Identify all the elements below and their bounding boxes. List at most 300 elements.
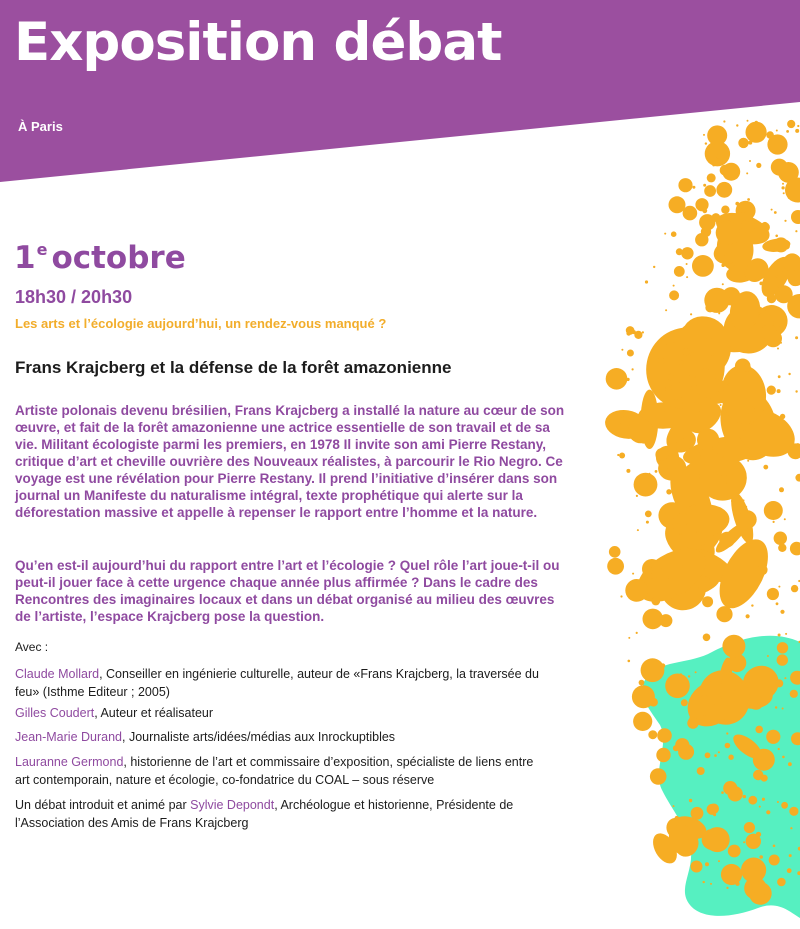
guest-role: , Journaliste arts/idées/médias aux Inrockuptibles — [122, 730, 396, 744]
guest-name: Lauranne Germond — [15, 755, 124, 769]
paint-drop — [793, 270, 795, 272]
paint-drop — [784, 518, 786, 520]
date-month: octobre — [51, 240, 186, 276]
moderator-prefix: Un débat introduit et animé par — [15, 798, 191, 812]
paint-drop — [750, 421, 753, 424]
paint-drop — [764, 501, 783, 520]
paint-drop — [676, 248, 683, 255]
paint-drop — [637, 529, 639, 531]
paint-drop — [773, 237, 788, 252]
date-suffix: e — [36, 239, 48, 259]
moderator-role: , Archéologue et historienne, Présidente de l’Association des Amis de Frans Krajcberg — [15, 798, 514, 830]
paint-drop — [795, 230, 797, 232]
paint-drop — [726, 887, 728, 889]
paint-drop — [743, 499, 745, 501]
paint-drop — [785, 633, 787, 635]
paint-drop — [679, 533, 681, 535]
paint-drop — [626, 326, 635, 335]
paint-drop — [776, 602, 779, 605]
paint-drop — [722, 456, 724, 458]
paint-drop — [795, 336, 798, 339]
paint-drop — [694, 696, 714, 716]
paint-drop — [755, 726, 763, 734]
paint-drop — [719, 532, 735, 548]
paint-drop — [685, 526, 687, 528]
paint-drop — [698, 409, 700, 411]
paint-drop — [749, 542, 751, 544]
paint-drop — [755, 440, 758, 443]
paint-drop — [682, 565, 685, 568]
paint-drop — [758, 312, 760, 314]
paint-drop — [738, 138, 748, 148]
paint-drop — [774, 211, 777, 214]
paint-drop — [645, 280, 648, 283]
paint-drop — [797, 125, 799, 127]
paint-drop — [736, 124, 738, 126]
page-title: Exposition débat — [14, 12, 502, 73]
paint-drop — [728, 755, 733, 760]
paint-drop — [771, 159, 788, 176]
paint-drop — [657, 349, 660, 352]
paint-drop — [728, 786, 743, 801]
paint-drop — [641, 658, 665, 682]
paint-drop — [691, 861, 703, 873]
paint-drop — [710, 883, 712, 885]
paint-drop — [620, 416, 630, 426]
paint-drop — [628, 660, 631, 663]
paint-drop — [665, 674, 690, 699]
paint-drop — [621, 349, 623, 351]
paint-drop — [749, 695, 764, 710]
paint-drop — [752, 543, 754, 545]
paint-drop — [644, 566, 652, 574]
paint-drop — [680, 673, 682, 675]
paint-drop — [682, 348, 689, 355]
paint-drop — [628, 637, 630, 639]
paint-drop — [746, 172, 748, 174]
paint-drop — [738, 510, 756, 528]
paint-drop — [688, 446, 690, 448]
paint-drop — [711, 353, 714, 356]
paint-drop — [645, 511, 652, 518]
paint-drop — [676, 448, 678, 450]
paint-drop — [671, 231, 677, 237]
paint-drop — [743, 747, 745, 749]
paint-drop — [759, 282, 763, 286]
paint-drop — [673, 805, 675, 807]
guest-role: , Conseiller en ingénierie culturelle, auteur de «Frans Krajcberg, la traversée du feu» (Isthme Editeur ; 2005) — [15, 667, 539, 699]
paint-drop — [746, 614, 750, 618]
paint-drop — [773, 287, 780, 294]
paint-drop — [704, 185, 716, 197]
paint-drop — [777, 654, 788, 665]
paint-drop — [748, 796, 757, 805]
event-date — [14, 240, 186, 277]
paint-drop — [678, 178, 692, 192]
paint-drop — [705, 752, 711, 758]
paint-drop — [746, 687, 749, 690]
paint-drop — [697, 429, 719, 451]
paint-drop — [777, 389, 781, 393]
paint-drop — [748, 883, 751, 886]
paint-drop — [712, 164, 715, 167]
paint-drop — [703, 634, 711, 642]
paint-drop — [636, 632, 638, 634]
paint-drop — [747, 120, 749, 122]
paint-drop — [741, 858, 766, 883]
guest-name: Gilles Coudert — [15, 706, 95, 720]
paint-drop — [761, 775, 768, 782]
paint-drop — [676, 513, 689, 526]
paint-drop — [758, 237, 760, 239]
paint-drop — [763, 465, 768, 470]
paint-drop — [720, 305, 722, 307]
paint-drop — [718, 860, 720, 862]
paint-drop — [620, 595, 622, 597]
guest-item — [15, 753, 550, 789]
paint-drop — [721, 206, 729, 214]
paint-drop — [634, 473, 658, 497]
paint-drop — [639, 680, 645, 686]
paint-drop — [617, 454, 619, 456]
paint-drop — [784, 220, 786, 222]
paint-drop — [724, 252, 735, 263]
paint-drop — [779, 487, 784, 492]
paint-drop — [728, 845, 741, 858]
paint-drop — [748, 221, 750, 223]
paint-drop — [690, 387, 693, 390]
paint-drop — [790, 690, 798, 698]
paint-drop — [695, 369, 715, 389]
guest-item — [15, 665, 550, 701]
paint-drop — [632, 368, 634, 370]
paint-drop — [646, 521, 649, 524]
paint-drop — [737, 495, 739, 497]
paint-drop — [721, 864, 742, 885]
paint-drop — [673, 285, 675, 287]
paint-drop — [767, 655, 769, 657]
paint-drop — [752, 889, 755, 892]
paint-drop — [778, 634, 781, 637]
paint-drop — [691, 807, 704, 820]
guest-item — [15, 728, 550, 746]
paint-drop — [632, 573, 634, 575]
paint-drop — [703, 134, 705, 136]
paint-drop — [703, 184, 706, 187]
paint-drop — [780, 610, 784, 614]
paint-drop — [710, 446, 713, 449]
paint-drop — [661, 663, 666, 668]
paint-drop — [669, 196, 686, 213]
paint-drop — [669, 384, 671, 386]
paint-drop — [696, 531, 698, 533]
paint-drop — [777, 801, 779, 803]
moderator-name: Sylvie Depondt — [190, 798, 275, 812]
paint-drop — [790, 827, 792, 829]
paint-drop — [774, 532, 787, 545]
paint-drop — [756, 163, 761, 168]
paint-drop — [782, 708, 784, 710]
paint-drop — [762, 563, 764, 565]
paint-drop — [778, 748, 780, 750]
article-heading: Frans Krajcberg et la défense de la forêt amazonienne — [15, 358, 452, 377]
paint-drop — [756, 832, 761, 837]
paint-drop — [609, 546, 621, 558]
paint-drop — [653, 266, 655, 268]
paint-drop — [731, 500, 733, 502]
paint-drop — [722, 283, 724, 285]
paint-drop — [658, 616, 660, 618]
paint-drop — [770, 413, 773, 416]
paint-drop — [773, 845, 776, 848]
paint-drop — [767, 386, 776, 395]
paint-drop — [619, 453, 625, 459]
paint-drop — [791, 585, 798, 592]
paint-drop — [664, 233, 666, 235]
paint-drop — [762, 222, 769, 229]
paint-drop — [714, 754, 717, 757]
paint-drop — [628, 418, 653, 443]
paint-drop — [707, 125, 727, 145]
paint-drop — [707, 804, 718, 815]
paint-drop — [716, 606, 732, 622]
paint-drop — [787, 868, 792, 873]
paint-drop — [773, 521, 775, 523]
paint-drop — [789, 854, 792, 857]
paint-drop — [779, 240, 782, 243]
paint-drop — [706, 333, 713, 340]
paint-drop — [665, 409, 669, 413]
paint-drop — [780, 414, 785, 419]
paint-drop — [718, 751, 720, 753]
paint-drop — [681, 699, 688, 706]
paint-drop — [783, 192, 785, 194]
paint-drop — [723, 120, 725, 122]
paint-drop — [648, 730, 657, 739]
paint-drop — [751, 604, 753, 606]
paint-drop — [745, 506, 747, 508]
paint-drop — [689, 799, 692, 802]
paint-drop — [682, 402, 684, 404]
paint-drop — [657, 728, 672, 743]
paint-drop — [655, 470, 658, 473]
paint-drop — [705, 862, 709, 866]
paint-drop — [721, 263, 725, 267]
paint-drop — [686, 276, 688, 278]
paint-drop — [625, 579, 648, 602]
paint-drop — [778, 586, 780, 588]
paint-drop — [795, 390, 797, 392]
paint-drop — [707, 173, 716, 182]
paint-drop — [777, 348, 779, 350]
paint-drop — [757, 375, 759, 377]
paint-drop — [776, 276, 778, 278]
paint-drop — [665, 309, 667, 311]
paint-drop — [642, 331, 644, 333]
article-paragraph-1: Artiste polonais devenu brésilien, Frans Krajcberg a installé la nature au cœur de son œuvre, et fait de la forêt amazonienne une actrice essentielle de son travail et de sa vie. Militant écologiste parmi les premiers, en 1978 Il invite son ami Pierre Restany, critique d’art et cheville ouvrière des Nouveaux réalistes, à parcourir le Rio Negro. Ce voyage est une révélation pour Pierre Restany. Il prend l’initiative d’insérer dans son journal un Manifeste du naturalisme intégral, texte prophétique qui alerte sur la déforestation massive et appelle à repenser le rapport entre l’homme et la nature. — [15, 403, 565, 520]
paint-drop — [705, 827, 730, 852]
paint-drop — [743, 841, 745, 843]
paint-drop — [702, 596, 713, 607]
paint-drop — [692, 186, 695, 189]
paint-drop — [782, 756, 785, 759]
paint-drop — [626, 469, 630, 473]
paint-drop — [690, 313, 692, 315]
paint-drop — [665, 386, 671, 392]
paint-drop — [675, 593, 677, 595]
paint-drop — [767, 134, 787, 154]
paint-drop — [766, 730, 780, 744]
paint-drop — [669, 290, 679, 300]
paint-drop — [695, 198, 708, 211]
paint-drop — [794, 542, 796, 544]
paint-drop — [632, 685, 655, 708]
paint-drop — [784, 677, 786, 679]
paint-drop — [776, 130, 778, 132]
paint-drop — [759, 806, 761, 808]
paint-drop — [691, 505, 697, 511]
paint-drop — [766, 810, 770, 814]
paint-drop — [688, 839, 690, 841]
paint-drop — [777, 878, 786, 887]
event-subtitle: Les arts et l’écologie aujourd’hui, un rendez-vous manqué ? — [15, 316, 387, 331]
paint-drop — [668, 374, 674, 380]
paint-drop — [643, 609, 664, 630]
paint-drop — [716, 391, 720, 395]
paint-drop — [658, 357, 665, 364]
paint-drop — [746, 122, 767, 143]
guest-role: , Auteur et réalisateur — [94, 706, 214, 720]
paint-drop — [705, 142, 707, 144]
paint-drop — [788, 373, 790, 375]
paint-drop — [795, 129, 799, 133]
paint-drop — [755, 121, 758, 124]
paint-drop — [689, 716, 694, 721]
guest-role: , historienne de l’art et commissaire d’exposition, spécialiste de liens entre art contemporain, nature et écologie, co-fondatrice du COAL – sous réserve — [15, 755, 534, 787]
paint-drop — [788, 762, 792, 766]
paint-drop — [769, 386, 771, 388]
paint-drop — [636, 495, 638, 497]
paint-drop — [704, 288, 729, 313]
paint-drop — [747, 406, 755, 414]
paint-drop — [743, 364, 751, 372]
paint-drop — [675, 816, 679, 820]
paint-drop — [690, 352, 695, 357]
paint-drop — [716, 221, 740, 245]
date-day: 1 — [14, 240, 36, 276]
guest-item — [15, 704, 550, 722]
paint-drop — [615, 564, 621, 570]
paint-drop — [747, 198, 750, 201]
paint-drop — [782, 186, 785, 189]
paint-drop — [723, 385, 729, 391]
guest-name: Jean-Marie Durand — [15, 730, 122, 744]
guests-intro: Avec : — [15, 640, 49, 654]
paint-drop — [668, 575, 673, 580]
paint-drop — [744, 429, 746, 431]
moderator-line — [15, 796, 550, 832]
paint-drop — [721, 791, 724, 794]
paint-drop — [769, 855, 780, 866]
paint-drop — [659, 666, 661, 668]
paint-drop — [699, 214, 715, 230]
paint-drop — [695, 233, 708, 246]
paint-drop — [758, 314, 760, 316]
paint-drop — [679, 360, 684, 365]
paint-drop — [716, 182, 732, 198]
paint-drop — [698, 578, 712, 592]
paint-drop — [633, 712, 652, 731]
paint-drop — [743, 293, 745, 295]
paint-drop — [744, 822, 755, 833]
paint-drop — [656, 748, 670, 762]
paint-drop — [759, 855, 763, 859]
paint-drop — [767, 588, 779, 600]
paint-drop — [720, 165, 731, 176]
paint-drop — [740, 259, 742, 261]
paint-drop — [775, 235, 778, 238]
paint-drop — [716, 154, 721, 159]
paint-drop — [789, 807, 798, 816]
paint-drop — [764, 330, 782, 348]
paint-drop — [695, 671, 697, 673]
paint-drop — [703, 881, 705, 883]
paint-drop — [722, 673, 740, 691]
paint-drop — [749, 160, 751, 162]
paint-drop — [666, 489, 671, 494]
paint-drop — [685, 591, 687, 593]
paint-drop — [795, 474, 800, 482]
paint-drop — [781, 802, 788, 809]
paint-drop — [627, 350, 634, 357]
paint-drop — [674, 266, 685, 277]
article-paragraph-2: Qu’en est-il aujourd’hui du rapport entre l’art et l’écologie ? Quel rôle l’art joue-t-il ou peut-il jouer face à cette urgence chaque année plus affirmée ? Dans le cadre des Rencontres des imaginaires locaux et dans un débat organisé au milieu des œuvres de l’artiste, l’espace Krajcberg pose la question. — [15, 558, 560, 624]
paint-drop — [688, 675, 690, 677]
paint-drop — [780, 267, 785, 272]
paint-drop — [778, 375, 781, 378]
paint-drop — [722, 635, 745, 658]
paint-drop — [747, 460, 749, 462]
paint-drop — [786, 130, 789, 133]
paint-drop — [775, 679, 783, 687]
paint-drop — [741, 208, 746, 213]
event-location: À Paris — [18, 119, 63, 134]
paint-drop — [753, 323, 755, 325]
paint-drop — [776, 317, 786, 327]
paint-drop — [791, 210, 800, 224]
paint-drop — [778, 544, 786, 552]
paint-drop — [736, 511, 741, 516]
paint-drop — [782, 183, 784, 185]
paint-drop — [720, 404, 722, 406]
paint-drop — [681, 693, 683, 695]
paint-drop — [787, 120, 795, 128]
paint-drop — [720, 696, 722, 698]
paint-drop — [747, 258, 769, 280]
paint-drop — [692, 255, 714, 277]
paint-drop — [725, 743, 731, 749]
paint-drop — [651, 597, 660, 606]
paint-drop — [743, 795, 746, 798]
paint-drop — [726, 482, 728, 484]
paint-drop — [735, 882, 739, 886]
paint-drop — [757, 565, 768, 576]
paint-drop — [658, 769, 660, 771]
paint-drop — [698, 394, 704, 400]
paint-drop — [771, 209, 773, 211]
paint-drop — [753, 749, 775, 771]
paint-drop — [686, 263, 688, 265]
